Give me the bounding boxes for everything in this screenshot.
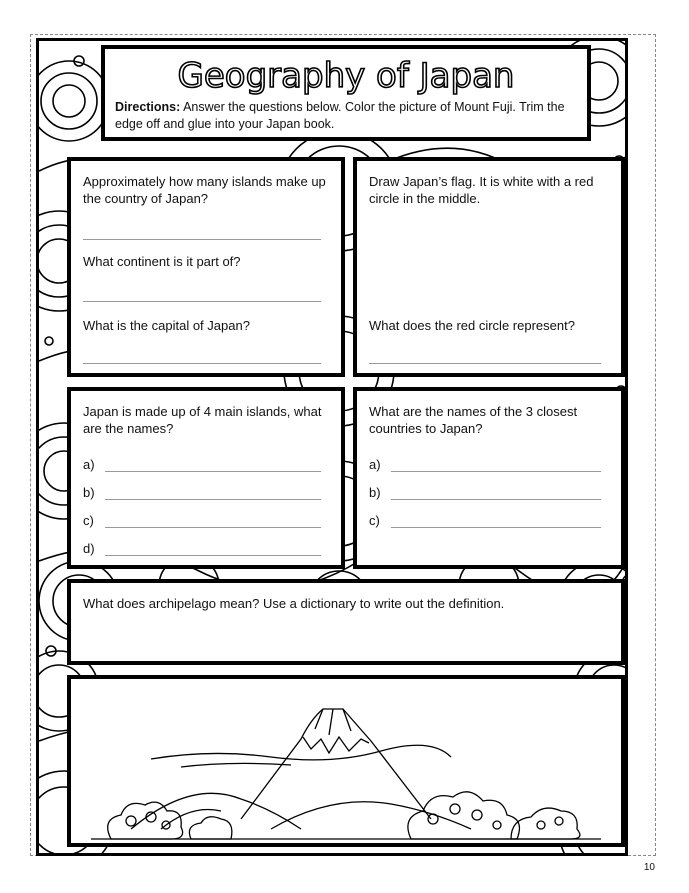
directions-label: Directions: [115,100,181,114]
page-title-outlined-text [105,51,587,97]
islands-question-box [67,157,345,377]
closest-countries-question: What are the names of the 3 closest countries to Japan? [369,404,578,436]
closest-countries-question-box [353,387,625,569]
answer-label-a: a) [369,457,381,472]
answer-line[interactable] [83,239,321,240]
archipelago-question: What does archipelago mean? Use a dictionary to write out the definition. [83,596,505,611]
flag-question-box [353,157,625,377]
answer-line[interactable] [391,527,601,528]
answer-line[interactable] [83,301,321,302]
answer-label-c: c) [83,513,94,528]
answer-line[interactable] [105,527,321,528]
continent-question: What continent is it part of? [83,254,241,269]
page-number: 10 [643,862,655,873]
header-box [101,45,591,141]
answer-label-b: b) [83,485,95,500]
main-islands-question-box [67,387,345,569]
answer-line[interactable] [105,499,321,500]
answer-label-a: a) [83,457,95,472]
answer-label-b: b) [369,485,381,500]
page-title-text: Geography of Japan [177,56,515,96]
directions [115,99,579,133]
answer-line[interactable] [369,363,601,364]
answer-label-c: c) [369,513,380,528]
archipelago-question-box [67,579,625,665]
main-islands-question: Japan is made up of 4 main islands, what are the names? [83,404,322,436]
red-circle-question: What does the red circle represent? [369,318,575,333]
answer-line[interactable] [105,555,321,556]
answer-line[interactable] [105,471,321,472]
directions-text: Answer the questions below. Color the picture of Mount Fuji. Trim the edge off and glue into your Japan book. [115,100,565,131]
answer-label-d: d) [83,541,95,556]
mount-fuji-coloring-box [67,675,625,847]
islands-count-question: Approximately how many islands make up the country of Japan? [83,174,326,206]
answer-line[interactable] [391,471,601,472]
mount-fuji-illustration[interactable] [71,679,621,843]
flag-drawing-prompt: Draw Japan’s flag. It is white with a red circle in the middle. [369,174,594,206]
capital-question: What is the capital of Japan? [83,318,250,333]
answer-line[interactable] [391,499,601,500]
answer-line[interactable] [83,363,321,364]
page-title [105,51,587,102]
worksheet-frame [36,38,628,856]
